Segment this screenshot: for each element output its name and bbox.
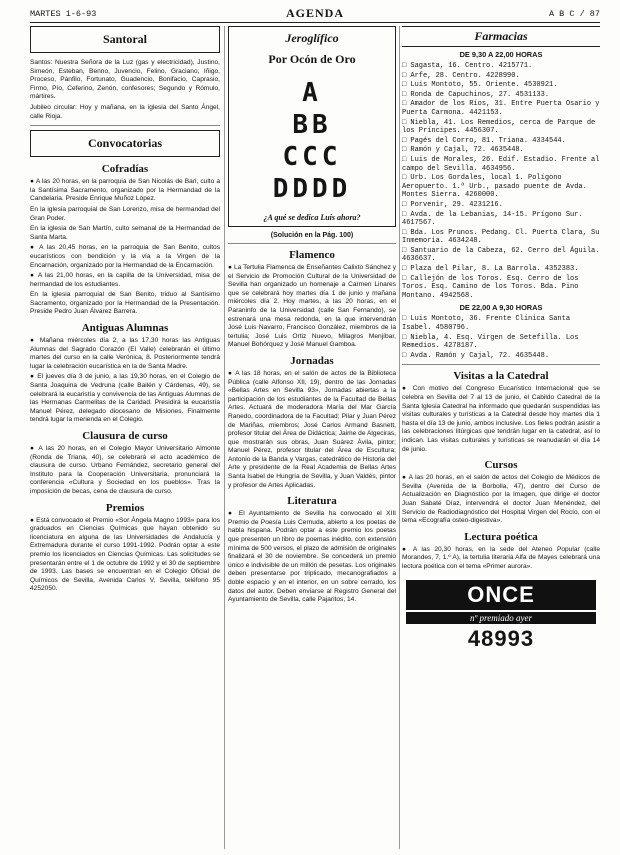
hours-day: DE 9,30 A 22,00 HORAS <box>459 50 543 59</box>
cofradias-body <box>30 178 220 317</box>
antiguas-title: Antiguas Alumnas <box>81 322 169 335</box>
paragraph: Santos: Nuestra Señora de la Luz (gas y electricidad), Justino, Simeón, Esteban, Benno, Juvencio, Felino, Graciano, Iñigo, Proceso, Pánfilo, Fortunato, Guadencio, Bonifacio, Caprasio, Firmo, Pío, Ceferino, Zenón, confesores; Segundo y Rómulo, mártires. <box>30 59 220 101</box>
column-divider <box>224 26 225 849</box>
jeroglifico-title: Jeroglífico <box>285 31 339 45</box>
convocatorias-title: Convocatorias <box>30 130 220 157</box>
clausura-body <box>30 445 220 497</box>
cursos-body <box>402 474 600 526</box>
pharmacy-entry: □ Callejón de los Toros. Esq. Cerro de los Toros. Esq. Camino de los Toros. Bda. Pino Montano. 4942568. <box>402 274 579 300</box>
pharmacy-entry: □ Ronda de Capuchinos, 27. 4531133. <box>402 90 550 99</box>
jeroglifico-box <box>228 26 396 227</box>
puzzle-row: DDDD <box>272 174 352 204</box>
paragraph: En la iglesia parroquial de San Benito, triduo al Santísimo Sacramento, organizado por la Hermandad de la Presentación. Preside Pedro Juan Álvarez Barrera. <box>30 291 220 316</box>
santoral-title: Santoral <box>30 26 220 53</box>
pharmacy-entry: □ Porvenir, 29. 4231216. <box>402 200 503 209</box>
clausura-title: Clausura de curso <box>82 430 168 442</box>
header-section: AGENDA <box>285 6 344 20</box>
paragraph: ● A las 20,30 horas, en la sede del Ateneo Popular (calle Morandes, 7, 1.º A), la tertulia literaria Alfa de Mayes celebrará una lectura poética con el tema «Primer aurora». <box>402 545 600 570</box>
hours-night: DE 22,00 A 9,30 HORAS <box>459 303 543 313</box>
santoral-body <box>30 59 220 121</box>
flamenco-title: Flamenco <box>289 249 335 261</box>
pharmacy-list-day <box>402 62 600 300</box>
farmacias-title: Farmacias <box>402 26 600 47</box>
antiguas-body <box>30 337 220 425</box>
paragraph: ● A las 21,00 horas, en la capilla de la Universidad, misa de hermandad de los estudiantes. <box>30 272 220 288</box>
pharmacy-list-night <box>402 315 600 360</box>
cofradias-title: Cofradías <box>101 163 149 176</box>
header-page: A B C / 87 <box>548 9 600 19</box>
pharmacy-entry: □ Avda. de la Lebanias, 14-15. Prígono Sur. 4617567. <box>402 210 583 228</box>
divider <box>30 125 220 126</box>
pharmacy-entry: □ Plaza del Pilar, 8. La Barrola. 4352383. <box>402 265 579 274</box>
pharmacy-entry: □ Luis de Morales, 26. Edif. Estadio. Frente al campo del Sevilla. 4634956. <box>402 155 600 173</box>
pharmacy-entry: □ Santuario de la Cabeza, 62. Cerro del Águila. 4636637. <box>402 246 600 264</box>
column-middle <box>228 26 396 855</box>
lectura-body <box>402 546 600 572</box>
pharmacy-entry: □ Arfe, 28. Centro. 4228990. <box>402 71 520 80</box>
pharmacy-entry: □ Luis Montoto, 55. Oriente. 4530921. <box>402 81 558 90</box>
premios-body <box>30 517 220 594</box>
paragraph: ● A las 18 horas, en el salón de actos de la Biblioteca Pública (calle Alfonso XII, 19), dentro de las Jornadas «Bellas Artes en Sevilla 93», Jornadas abiertas a la participación de los estudiantes de la Facultad de Bellas Artes. Actuará de moderadora María del Mar García Ranedo, coordinadora de la Facultad; Pilar y Juan Pérez de Mariñas, miembros; José Carlos Armand Basnett, profesor titular del Área de Didáctica; Jaime de Algeciras, que mostrarán sus obras, Juan Suárez Ávila, pintor; Manuel Pérez, profesor titular del Área de Escultura; Antonio de la Banda y Vargas, catedrático de Historia del Arte y presidente de la Real Academia de Bellas Artes Santa Isabel de Hungría de Sevilla, y Juan Valdés, pintor y profesor de Artes Aplicadas. <box>228 369 396 489</box>
paragraph: ● La Tertulia Flamenca de Enseñantes Calixto Sánchez y el Servicio de Promoción Cultural de la Universidad de Sevilla han organizado un homenaje a Carmen Linares que se celebrará hoy martes día 1 de junio y mañana miércoles día 2. Hoy martes, a las 20 horas, en el Paraninfo de la Universidad (calle San Fernando), se estrenará una mesa redonda, en la que intervendrán José Luis Navarro, Francisco González, miembros de la tertulia; José Luis Ortiz Nuevo, Milagros Menjíbar, Manuel Bohórquez y José Manuel Gamboa. <box>228 264 396 349</box>
pharmacy-entry: □ Luis Montoto, 36. Frente Clínica Santa Isabel. 4580796. <box>402 315 571 333</box>
page-header <box>30 6 600 23</box>
jeroglifico-author: Por Ocón de Oro <box>268 52 356 66</box>
once-logo: ONCE <box>406 580 596 610</box>
pharmacy-entry: □ Urb. Los Gordales, local 1. Polígono Aeropuerto. 1.ª Urb., pasado puente de Avda. Montes Sierra. 4260000. <box>402 174 587 200</box>
puzzle-row: A <box>302 78 322 108</box>
paragraph: ● Está convocado el Premio «Sor Ángela Magno 1993» para los graduados en Ciencias Químicas que hayan obtenido su licenciatura en alguna de las Universidades de Andalucía y Extremadura durante el curso 1991-1992. Podrán optar a este premio los licenciados en Ciencias Químicas. Las solicitudes se presentarán entre el 1 de octubre de 1992 y el 30 de septiembre de 1993. Las bases se encuentran en el Colegio Oficial de Químicos de Sevilla, Avenida Carlos V, Sevilla, teléfono 95 4252050. <box>30 516 220 593</box>
paragraph: ● Con motivo del Congreso Eucarístico Internacional que se celebra en Sevilla del 7 al 13 de junio, el Cabildo Catedral de la Santa Iglesia Catedral ha informado que quedarán suspendidas las visitas culturales y turísticas a la Catedral desde hoy martes día 1 hasta el día 13 de junio, ambos inclusive. Los fieles podrán asistir a las celebraciones litúrgicas que tendrán lugar en la catedral, así lo indican. Las visitas culturales y turísticas se reanudarán el día 14 de junio. <box>402 385 600 453</box>
literatura-body <box>228 510 396 605</box>
puzzle-solution: (Solución en la Pág. 100) <box>270 232 354 239</box>
jornadas-title: Jornadas <box>290 354 334 367</box>
header-date: MARTES 1-6-93 <box>30 9 97 19</box>
paragraph: ● A las 20 horas, en la parroquia de San Nicolás de Bari, culto a la Santísima Sacramento, organizado por la Hermandad de la Candelaria. Preside Enrique Muñoz López. <box>30 178 220 203</box>
puzzle-row: CCC <box>282 142 342 172</box>
pharmacy-entry: □ Bda. Los Prunos. Pedang. Cl. Puerta Clara, Su Inmemoria. 4634248. <box>402 228 600 246</box>
once-lottery-box <box>406 580 596 652</box>
column-right <box>402 26 600 855</box>
paragraph: ● A las 20 horas, en el Colegio Mayor Universitario Almonte (Ronda de Triana, 40), se celebrará el acto académico de clausura de curso. Urbano Fernández, secretario general del Instituto para la Cooperación Universitaria, pronunciará la conferencia «Cultura y Sociedad en los pueblos». Tras la imposición de becas, cena de clausura de curso. <box>30 445 220 495</box>
pharmacy-entry: □ Niebla, 41. Los Remedios, cerca de Parque de los Príncipes. 4456307. <box>402 118 596 136</box>
flamenco-body <box>228 264 396 350</box>
paragraph: Jubileo circular: Hoy y mañana, en la iglesia del Santo Ángel, calle Rioja. <box>30 103 220 120</box>
divider <box>402 364 600 365</box>
column-divider <box>399 26 400 849</box>
literatura-title: Literatura <box>287 495 337 508</box>
pharmacy-entry: □ Avda. Ramón y Cajal, 72. 4635448. <box>402 351 550 360</box>
puzzle-row: BB <box>292 110 332 140</box>
lectura-title: Lectura poética <box>464 530 538 543</box>
paragraph: ● Mañana miércoles día 2, a las 17,30 horas las Antiguas Alumnas del Sagrado Corazón (El Valle) celebrarán el último martes del curso en la calle Verónica, 8. Posteriormente tendrá lugar la celebración eucarística en la de Santa Madre. <box>30 337 220 370</box>
once-tagline: nº premiado ayer <box>406 612 596 624</box>
pharmacy-entry: □ Pagés del Corro, 81. Triana. 4334544. <box>402 136 566 145</box>
paragraph: ● El Ayuntamiento de Sevilla ha convocado el XIII Premio de Poesía Luis Cernuda, abierto a los poetas de habla hispana. Podrán optar a este premio los poetas que presenten un libro de poemas inédito, con extensión mínima de 500 versos, el plazo de admisión de originales finalizará el 30 de noviembre. Se concederá un premio único e indivisible de un millón de pesetas. Los originales deben presentarse por triplicado, mecanografiados a doble espacio y en el interior, en un sobre cerrado, los datos del autor. Deben enviarse al Registro General del Ayuntamiento de Sevilla, calle Pajaritos, 14. <box>228 510 396 604</box>
catedral-title: Visitas a la Catedral <box>453 370 549 383</box>
pharmacy-entry: □ Sagasta, 16. Centro. 4215771. <box>402 62 533 70</box>
catedral-body <box>402 385 600 454</box>
paragraph: En la iglesia de San Martín, culto semanal de la Hermandad de Santa Marta. <box>30 225 220 241</box>
paragraph: En la iglesia parroquial de San Lorenzo, misa de hermandad del Gran Poder. <box>30 205 220 222</box>
pharmacy-entry: □ Niebla, 4. Esq. Virgen de Setefilla. Los Remedios. 4278187. <box>402 333 579 351</box>
pharmacy-entry: □ Ramón y Cajal, 72. 4635448. <box>402 146 524 155</box>
premios-title: Premios <box>105 501 145 514</box>
divider <box>228 243 396 244</box>
puzzle-rows <box>229 77 395 205</box>
cursos-title: Cursos <box>484 459 518 472</box>
once-winning-number: 48993 <box>467 625 535 651</box>
puzzle-question: ¿A qué se dedica Luis ahora? <box>263 213 361 222</box>
paragraph: ● El jueves día 3 de junio, a las 19,30 horas, en el Colegio de Santa Joaquina de Vedruna (calle Bailén y Cárdenas, 49), se celebrará la eucaristía y convivencia de las Antiguas Alumnas de las Hermanas Carmelitas de la Caridad. Presidirá la eucaristía Manuel Pérez, delegado diocesano de Misiones. Finalmente tendrá lugar la merienda en el Colegio. <box>30 373 220 424</box>
column-left <box>30 26 220 855</box>
paragraph: ● A las 20,45 horas, en la parroquia de San Benito, cultos eucarísticos con bendición y la vía a la Virgen de la Encarnación, organizado por la Hermandad de la Encarnación. <box>30 244 220 269</box>
jornadas-body <box>228 370 396 490</box>
pharmacy-entry: □ Amador de los Ríos, 31. Entre Puerta Osario y Puerta Carmona. 4421153. <box>402 100 600 117</box>
paragraph: ● A las 20 horas, en el salón de actos del Colegio de Médicos de Sevilla (Avenida de la Borbolla, 47), dentro del Curso de Actualización en Diagnóstico por la Imagen, que dirige el doctor Juan Sabaté Díaz, intervendrá el doctor Juan Menéndez, del Servicio de Radiodiagnóstico del Hospital Virgen del Rocío, con el tema «Ecografía osteo-digestiva». <box>402 474 600 525</box>
